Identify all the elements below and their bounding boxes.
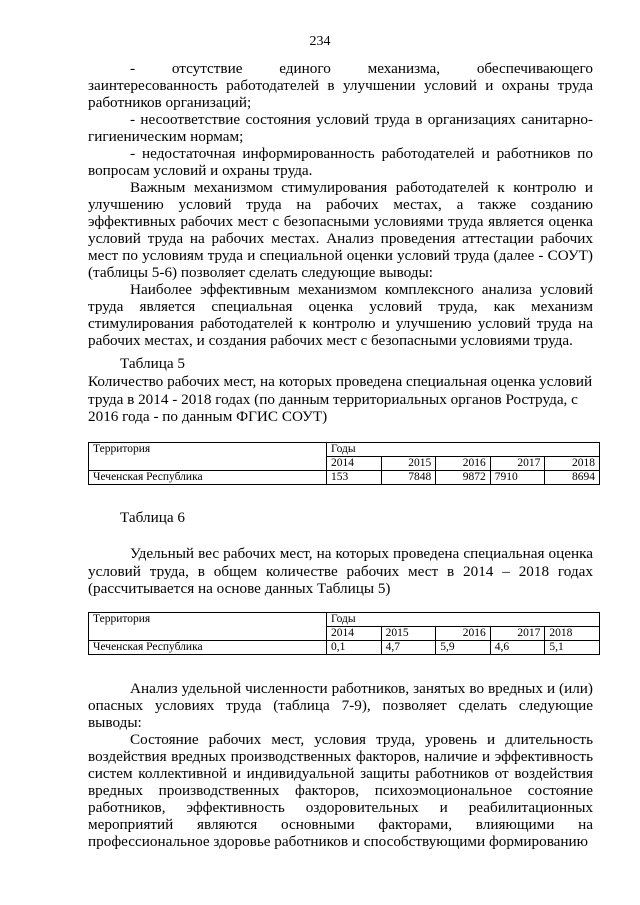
table-row: [89, 471, 600, 485]
header-territory: Территория: [89, 443, 327, 471]
table6: [88, 612, 600, 655]
table5-caption: Количество рабочих мест, на которых проведена специальная оценка условий труда в 2014 - 2018 годах (по данным территориальных органов Роструда, с 2016 года - по данным ФГИС СОУТ): [88, 373, 593, 425]
header-territory: Территория: [89, 613, 327, 641]
year-cell: 2016: [436, 457, 491, 471]
table-header-row: [89, 443, 600, 457]
year-cell: 2015: [381, 627, 436, 641]
paragraph-bullet-2: - несоответствие состояния условий труда в организациях санитарно-гигиеническим нормам;: [88, 111, 593, 145]
value-cell: 5,1: [545, 641, 600, 655]
region-cell: Чеченская Республика: [89, 641, 327, 655]
table-row: [89, 641, 600, 655]
year-cell: 2014: [327, 457, 382, 471]
year-cell: 2014: [327, 627, 382, 641]
header-years: Годы: [327, 443, 600, 457]
paragraph-factors: Состояние рабочих мест, условия труда, уровень и длительность воздействия вредных производственных факторов, наличие и эффективность систем коллективной и индивидуальной защиты работников от воздействия вредных производственных факторов, психоэмоциональное состояние работников, эффективность оздоровительных и реабилитационных мероприятий являются основными факторами, влияющими на профессиональное здоровье работников и способствующими формированию: [88, 731, 593, 850]
value-cell: 5,9: [436, 641, 491, 655]
table5: [88, 442, 600, 485]
region-cell: Чеченская Республика: [89, 471, 327, 485]
value-cell: 7848: [381, 471, 436, 485]
page-number: 234: [309, 34, 331, 49]
paragraph-mechanism: Важным механизмом стимулирования работодателей к контролю и улучшению условий труда на рабочих местах, а также созданию эффективных рабочих мест с безопасными условиями труда является оценка условий труда на рабочих местах. Анализ проведения аттестации рабочих мест по условиям труда и специальной оценки условий труда (далее - СОУТ) (таблицы 5-6) позволяет сделать следующие выводы:: [88, 179, 593, 281]
year-cell: 2018: [545, 627, 600, 641]
body-text-block-2: [88, 680, 593, 850]
value-cell: 7910: [490, 471, 545, 485]
paragraph-conclusion: Наиболее эффективным механизмом комплексного анализа условий труда является специальная оценка условий труда, как механизм стимулирования работодателей к контролю и улучшению условий труда на рабочих местах, и создания рабочих мест с безопасными условиями труда.: [88, 281, 593, 349]
table6-caption: Удельный вес рабочих мест, на которых проведена специальная оценка условий труда, в общем количестве рабочих мест в 2014 – 2018 годах (рассчитывается на основе данных Таблицы 5): [88, 545, 593, 597]
table6-label: Таблица 6: [120, 509, 185, 526]
paragraph-bullet-1: - отсутствие единого механизма, обеспечивающего заинтересованность работодателей в улучшении условий и охраны труда работников организаций;: [88, 60, 593, 111]
year-cell: 2018: [545, 457, 600, 471]
paragraph-bullet-3: - недостаточная информированность работодателей и работников по вопросам условий и охраны труда.: [88, 145, 593, 179]
value-cell: 9872: [436, 471, 491, 485]
year-cell: 2015: [381, 457, 436, 471]
table5-label: Таблица 5: [120, 355, 185, 372]
table-header-row: [89, 613, 600, 627]
year-cell: 2017: [490, 457, 545, 471]
body-text-block-1: [88, 60, 593, 349]
value-cell: 4,7: [381, 641, 436, 655]
value-cell: 4,6: [490, 641, 545, 655]
year-cell: 2017: [490, 627, 545, 641]
header-years: Годы: [327, 613, 600, 627]
year-cell: 2016: [436, 627, 491, 641]
paragraph-analysis: Анализ удельной численности работников, занятых во вредных и (или) опасных условиях труда (таблица 7-9), позволяет сделать следующие выводы:: [88, 680, 593, 731]
value-cell: 8694: [545, 471, 600, 485]
value-cell: 153: [327, 471, 382, 485]
value-cell: 0,1: [327, 641, 382, 655]
